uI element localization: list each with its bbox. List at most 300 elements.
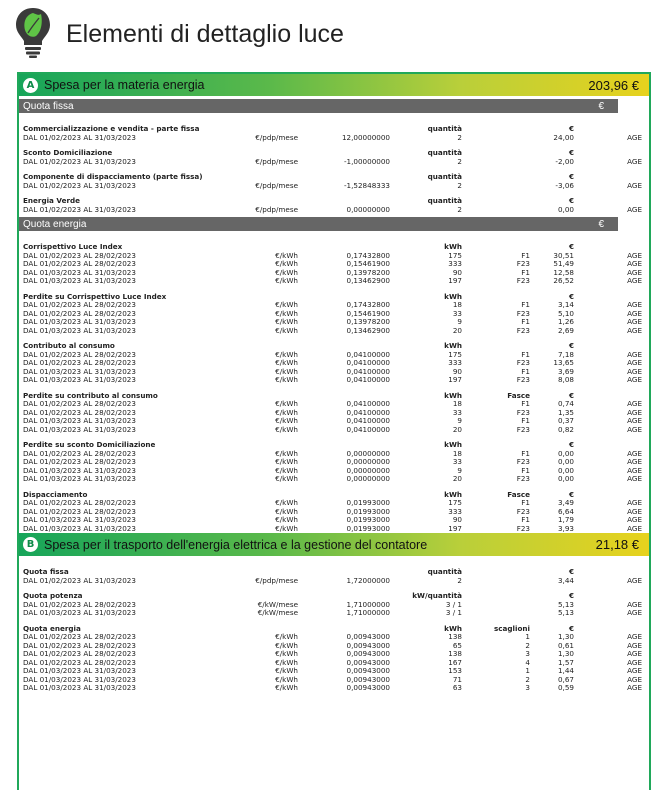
quantity-cell: 20 [452,424,462,434]
line-item [19,243,649,286]
amount-cell: 0,59 [557,683,574,692]
price-cell: 0,00943000 [346,674,390,684]
fascia-cell: 3 [525,683,530,692]
group-header [19,217,618,231]
period-cell: DAL 01/02/2023 AL 28/02/2023 [23,458,136,466]
period-cell: DAL 01/03/2023 AL 31/03/2023 [23,475,136,483]
fascia-header [462,293,530,302]
table-row [19,458,649,467]
line-item [19,197,649,214]
fascia-header: scaglioni [494,623,530,633]
fascia-cell [462,182,530,191]
code-cell: AGE [627,575,642,585]
quantity-cell: 333 [448,506,462,516]
amount-cell: 2,69 [557,325,574,335]
unit-cell: €/kWh [275,358,298,367]
fascia-cell: 1 [525,632,530,641]
fascia-cell: 3 [525,649,530,658]
euro-header: € [568,341,574,350]
line-item [19,125,649,142]
fascia-cell: F23 [516,424,530,434]
price-cell: 1,71000000 [346,599,390,609]
amount-cell: -2,00 [555,156,574,166]
quantity-cell: 138 [448,649,462,658]
table-row [19,684,649,693]
code-cell: AGE [627,657,642,667]
quantity-cell: 175 [448,250,462,260]
code-cell: AGE [627,407,642,417]
unit-cell: €/kWh [275,666,298,675]
code-cell: AGE [627,325,642,335]
euro-header: € [568,124,574,133]
unit-cell: €/kWh [275,308,298,318]
quantity-header: quantità [427,148,462,157]
fascia-cell [462,601,530,610]
table-row [19,667,649,676]
fascia-cell: F1 [521,448,530,458]
section-header [19,533,649,556]
amount-cell: 30,51 [553,250,574,260]
unit-cell: €/kWh [275,632,298,641]
line-item [19,625,649,693]
amount-cell: 24,00 [553,132,574,142]
price-cell: 0,13462900 [346,325,390,335]
quantity-cell: 197 [448,276,462,285]
quantity-header: kWh [444,440,462,449]
quantity-cell: 197 [448,523,462,533]
period-cell: DAL 01/03/2023 AL 31/03/2023 [23,417,136,425]
unit-cell: €/kWh [275,474,298,483]
item-header [19,441,649,450]
table-row [19,659,649,668]
amount-cell: 0,00 [557,457,574,466]
price-cell: 0,13978200 [346,317,390,326]
table-row [19,650,649,659]
table-row [19,633,649,642]
fascia-cell: F1 [521,366,530,376]
fascia-cell: F23 [516,407,530,417]
quantity-cell: 18 [452,399,462,408]
quantity-cell: 20 [452,325,462,335]
unit-cell: €/kWh [275,300,298,309]
unit-cell: €/kWh [275,276,298,285]
quantity-cell: 33 [452,407,462,417]
fascia-cell: F23 [516,325,530,335]
section-badge: A [23,78,38,93]
unit-cell: €/pdp/mese [255,132,298,142]
quantity-cell: 63 [452,683,462,692]
item-title: Perdite su sconto Domiciliazione [23,441,156,449]
unit-cell: €/kWh [275,424,298,434]
quantity-cell: 197 [448,375,462,384]
price-cell: 0,01993000 [346,515,390,524]
code-cell: AGE [627,506,642,516]
item-header [19,568,649,577]
item-title: Quota energia [23,624,81,633]
quantity-header: quantità [427,172,462,181]
unit-cell: €/kWh [275,250,298,260]
quantity-cell: 175 [448,349,462,359]
fascia-cell: F23 [516,375,530,384]
code-cell: AGE [627,180,642,190]
code-cell: AGE [627,204,642,214]
period-cell: DAL 01/02/2023 AL 28/02/2023 [23,449,136,458]
amount-cell: 3,93 [557,523,574,533]
lightbulb-leaf-icon [14,6,52,58]
quantity-cell: 20 [452,474,462,483]
quantity-cell: 138 [448,632,462,641]
code-cell: AGE [627,608,642,617]
table-row [19,676,649,685]
amount-cell: 0,82 [557,424,574,434]
code-cell: AGE [627,498,642,507]
item-title: Componente di dispacciamento (parte fissa) [23,173,203,181]
table-row [19,467,649,476]
table-row [19,359,649,368]
table-row [19,134,649,143]
unit-cell: €/kWh [275,515,298,524]
period-cell: DAL 01/02/2023 AL 28/02/2023 [23,408,136,417]
amount-cell: 3,69 [557,366,574,376]
item-title: Corrispettivo Luce Index [23,243,123,251]
item-title: Perdite su Corrispettivo Luce Index [23,292,167,301]
quantity-cell: 33 [452,308,462,318]
price-cell: 1,71000000 [346,608,390,617]
price-cell: 0,01993000 [346,506,390,516]
euro-header: € [568,440,574,449]
period-cell: DAL 01/03/2023 AL 31/03/2023 [23,667,136,675]
table-row [19,206,649,215]
code-cell: AGE [627,416,642,425]
unit-cell: €/kWh [275,498,298,507]
unit-cell: €/kWh [275,416,298,425]
period-cell: DAL 01/02/2023 AL 28/02/2023 [23,641,136,650]
fascia-header [462,441,530,450]
price-cell: 1,72000000 [346,575,390,585]
quantity-cell: 90 [452,366,462,376]
item-title: Contributo al consumo [23,342,115,350]
item-header [19,491,649,500]
euro-header: € [568,196,574,205]
euro-header: € [568,591,574,600]
fascia-cell [462,158,530,167]
item-title: Perdite su contributo al consumo [23,391,158,400]
quantity-header: kWh [444,291,462,301]
unit-cell: €/pdp/mese [255,180,298,190]
fascia-header: Fasce [507,489,530,499]
table-row [19,277,649,286]
unit-cell: €/kWh [275,674,298,684]
price-cell: -1,00000000 [343,156,390,166]
line-item [19,568,649,585]
period-cell: DAL 01/03/2023 AL 31/03/2023 [23,326,136,335]
fascia-cell: F1 [521,267,530,277]
unit-cell: €/kWh [275,465,298,475]
fascia-cell: F1 [521,399,530,408]
quantity-cell: 9 [457,465,462,475]
fascia-cell [462,206,530,215]
price-cell: 0,00000000 [346,448,390,458]
fascia-cell: 4 [525,657,530,667]
period-cell: DAL 01/02/2023 AL 28/02/2023 [23,650,136,658]
unit-cell: €/kWh [275,657,298,667]
code-cell: AGE [627,424,642,434]
period-cell: DAL 01/03/2023 AL 31/03/2023 [23,268,136,277]
period-cell: DAL 01/02/2023 AL 31/03/2023 [23,205,136,214]
amount-cell: 5,13 [557,608,574,617]
price-cell: 0,01993000 [346,498,390,507]
fascia-cell: 2 [525,640,530,650]
amount-cell: 0,00 [557,448,574,458]
period-cell: DAL 01/03/2023 AL 31/03/2023 [23,524,136,533]
price-cell: 0,13978200 [346,267,390,277]
table-row [19,368,649,377]
page-title: Elementi di dettaglio luce [66,20,344,48]
line-item [19,392,649,435]
period-cell: DAL 01/03/2023 AL 31/03/2023 [23,425,136,434]
line-item [19,592,649,618]
fascia-cell: F1 [521,416,530,425]
amount-cell: 0,00 [557,474,574,483]
line-item [19,293,649,336]
unit-cell: €/kWh [275,259,298,268]
code-cell: AGE [627,317,642,326]
fascia-header [462,342,530,351]
group-title: Quota fissa [23,100,74,112]
section-total: 21,18 € [595,537,639,552]
price-cell: 0,00943000 [346,657,390,667]
quantity-header: kWh [444,341,462,350]
code-cell: AGE [627,632,642,641]
code-cell: AGE [627,399,642,408]
period-cell: DAL 01/02/2023 AL 31/03/2023 [23,576,136,585]
period-cell: DAL 01/02/2023 AL 31/03/2023 [23,157,136,166]
fascia-header [462,125,530,134]
period-cell: DAL 01/03/2023 AL 31/03/2023 [23,376,136,384]
line-item [19,441,649,484]
code-cell: AGE [627,259,642,268]
fascia-cell [462,609,530,618]
euro-header: € [568,489,574,499]
amount-cell: 26,52 [553,276,574,285]
fascia-cell: F23 [516,506,530,516]
price-cell: 0,01993000 [346,523,390,533]
table-row [19,376,649,385]
item-header [19,392,649,401]
table-row [19,301,649,310]
table-row [19,327,649,336]
quantity-header: kWh [444,489,462,499]
unit-cell: €/pdp/mese [255,156,298,166]
code-cell: AGE [627,448,642,458]
unit-cell: €/kW/mese [257,599,298,609]
period-cell: DAL 01/02/2023 AL 28/02/2023 [23,633,136,641]
fascia-cell: F23 [516,457,530,466]
price-cell: 12,00000000 [341,132,390,142]
quantity-cell: 90 [452,515,462,524]
period-cell: DAL 01/03/2023 AL 31/03/2023 [23,277,136,285]
group-currency: € [598,100,604,112]
unit-cell: €/kWh [275,683,298,692]
fascia-header [462,149,530,158]
table-row [19,417,649,426]
price-cell: 0,04100000 [346,349,390,359]
code-cell: AGE [627,599,642,609]
fascia-cell: F23 [516,259,530,268]
fascia-cell: F1 [521,465,530,475]
section-title: Spesa per la materia energia [44,78,205,92]
table-row [19,310,649,319]
unit-cell: €/kWh [275,325,298,335]
amount-cell: 1,44 [557,666,574,675]
price-cell: 0,04100000 [346,424,390,434]
quantity-cell: 9 [457,416,462,425]
line-item [19,342,649,385]
quantity-cell: 3 / 1 [445,608,462,617]
code-cell: AGE [627,250,642,260]
quantity-cell: 175 [448,498,462,507]
line-item [19,173,649,190]
fascia-cell: F23 [516,474,530,483]
period-cell: DAL 01/02/2023 AL 28/02/2023 [23,251,136,260]
fascia-header [462,197,530,206]
period-cell: DAL 01/03/2023 AL 31/03/2023 [23,367,136,376]
quantity-header: quantità [427,196,462,205]
period-cell: DAL 01/02/2023 AL 28/02/2023 [23,301,136,309]
fascia-cell [462,577,530,586]
price-cell: 0,04100000 [346,375,390,384]
period-cell: DAL 01/02/2023 AL 28/02/2023 [23,600,136,609]
amount-cell: 5,13 [557,599,574,609]
table-row [19,409,649,418]
quantity-cell: 3 / 1 [445,599,462,609]
quantity-header: quantità [427,124,462,133]
code-cell: AGE [627,132,642,142]
period-cell: DAL 01/02/2023 AL 31/03/2023 [23,181,136,190]
period-cell: DAL 01/03/2023 AL 31/03/2023 [23,466,136,475]
amount-cell: 3,44 [557,575,574,585]
quantity-cell: 2 [457,204,462,214]
item-title: Quota potenza [23,592,83,600]
quantity-cell: 9 [457,317,462,326]
quantity-cell: 71 [452,674,462,684]
amount-cell: 3,14 [557,300,574,309]
item-title: Energia Verde [23,197,81,205]
fascia-cell: F1 [521,498,530,507]
code-cell: AGE [627,156,642,166]
period-cell: DAL 01/02/2023 AL 28/02/2023 [23,499,136,507]
group-currency: € [598,218,604,230]
amount-cell: 0,67 [557,674,574,684]
period-cell: DAL 01/02/2023 AL 28/02/2023 [23,359,136,367]
fascia-header [462,568,530,577]
price-cell: 0,00000000 [346,204,390,214]
amount-cell: 3,49 [557,498,574,507]
item-title: Dispacciamento [23,490,88,499]
quantity-header: kWh [444,623,462,633]
amount-cell: 8,08 [557,375,574,384]
euro-header: € [568,172,574,181]
item-header [19,293,649,302]
fascia-cell: F1 [521,300,530,309]
unit-cell: €/kWh [275,506,298,516]
amount-cell: 1,35 [557,407,574,417]
code-cell: AGE [627,465,642,475]
euro-header: € [568,242,574,251]
period-cell: DAL 01/03/2023 AL 31/03/2023 [23,318,136,326]
code-cell: AGE [627,267,642,277]
quantity-cell: 333 [448,358,462,367]
amount-cell: 6,64 [557,506,574,516]
table-row [19,499,649,508]
price-cell: 0,17432800 [346,300,390,309]
amount-cell: -3,06 [555,180,574,190]
price-cell: 0,04100000 [346,366,390,376]
quantity-cell: 18 [452,300,462,309]
amount-cell: 0,37 [557,416,574,425]
amount-cell: 13,65 [553,358,574,367]
fascia-cell: F1 [521,349,530,359]
table-row [19,400,649,409]
amount-cell: 1,30 [557,632,574,641]
price-cell: 0,17432800 [346,250,390,260]
unit-cell: €/kWh [275,375,298,384]
item-title: Commercializzazione e vendita - parte fissa [23,125,200,133]
euro-header: € [568,623,574,633]
euro-header: € [568,390,574,400]
unit-cell: €/kWh [275,523,298,533]
table-row [19,318,649,327]
period-cell: DAL 01/02/2023 AL 28/02/2023 [23,309,136,318]
price-cell: 0,00000000 [346,465,390,475]
code-cell: AGE [627,515,642,524]
period-cell: DAL 01/03/2023 AL 31/03/2023 [23,684,136,692]
fascia-cell: F23 [516,308,530,318]
fascia-header [462,592,530,601]
price-cell: 0,13462900 [346,276,390,285]
code-cell: AGE [627,523,642,533]
table-row [19,516,649,525]
price-cell: 0,15461900 [346,308,390,318]
page-header [14,6,654,58]
price-cell: 0,00943000 [346,649,390,658]
price-cell: 0,00943000 [346,632,390,641]
price-cell: 0,00943000 [346,666,390,675]
table-row [19,475,649,484]
quantity-cell: 2 [457,156,462,166]
fascia-header: Fasce [507,390,530,400]
amount-cell: 7,18 [557,349,574,359]
group-title: Quota energia [23,218,87,230]
unit-cell: €/kWh [275,366,298,376]
code-cell: AGE [627,366,642,376]
table-row [19,609,649,618]
code-cell: AGE [627,358,642,367]
period-cell: DAL 01/02/2023 AL 28/02/2023 [23,260,136,268]
amount-cell: 1,79 [557,515,574,524]
period-cell: DAL 01/03/2023 AL 31/03/2023 [23,675,136,684]
code-cell: AGE [627,683,642,692]
amount-cell: 0,00 [557,465,574,475]
code-cell: AGE [627,640,642,650]
code-cell: AGE [627,349,642,359]
amount-cell: 12,58 [553,267,574,277]
quantity-header: kW/quantità [412,591,462,600]
quantity-cell: 333 [448,259,462,268]
amount-cell: 0,74 [557,399,574,408]
item-title: Quota fissa [23,568,69,576]
unit-cell: €/kWh [275,640,298,650]
